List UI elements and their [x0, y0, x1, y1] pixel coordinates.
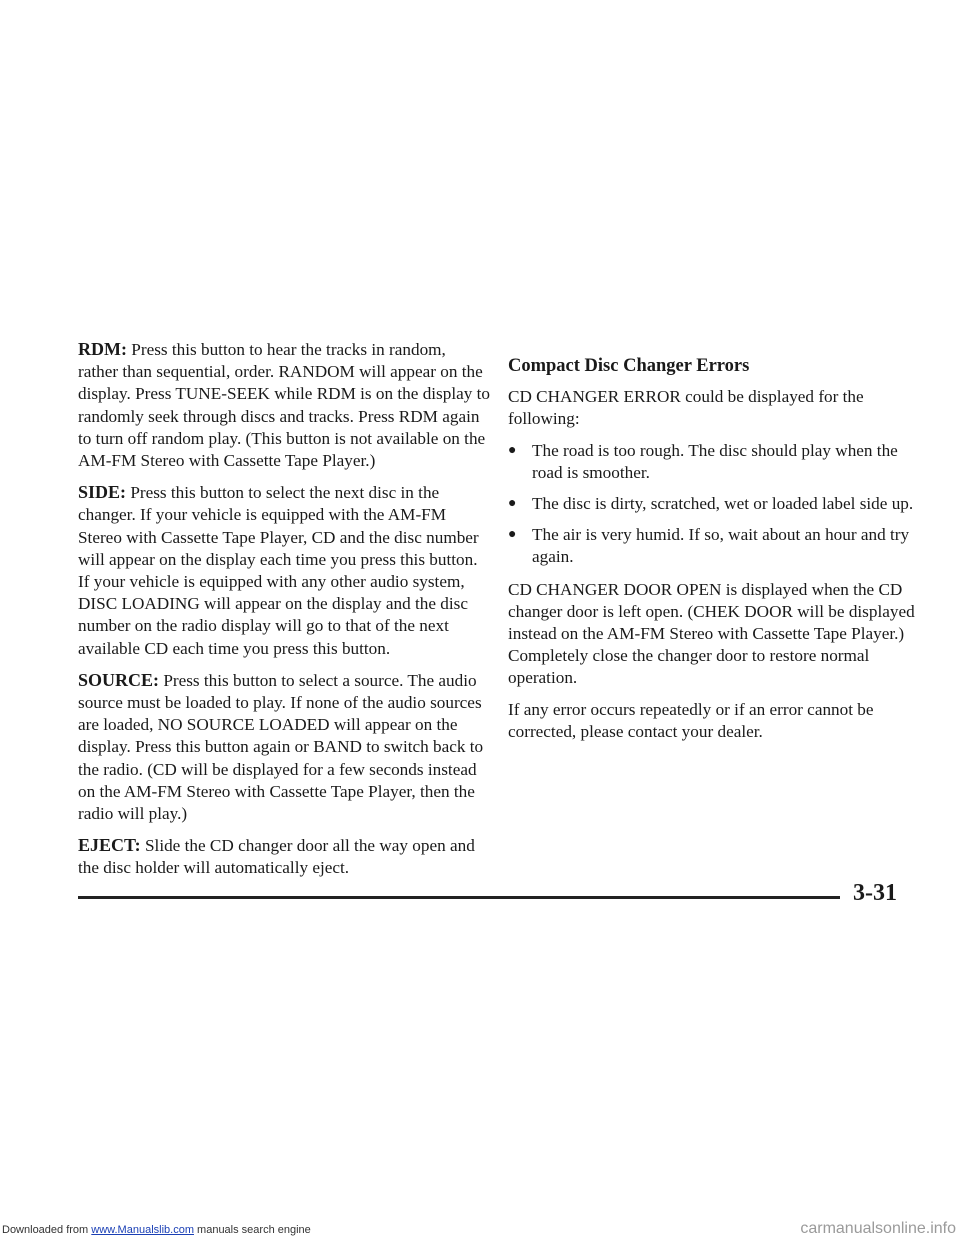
- footer-suffix: manuals search engine: [193, 1224, 311, 1236]
- list-item-text: The road is too rough. The disc should play when the road is smoother.: [532, 440, 898, 482]
- footer-rule: [78, 896, 840, 899]
- list-item: [508, 493, 918, 515]
- side-term: SIDE:: [78, 482, 127, 503]
- eject-term: EJECT:: [78, 835, 141, 856]
- section-heading: Compact Disc Changer Errors: [508, 356, 750, 376]
- bullet-icon: ●: [508, 442, 517, 458]
- error-intro: CD CHANGER ERROR could be displayed for the following:: [508, 387, 864, 429]
- watermark-text: carmanualsonline.info: [800, 1220, 956, 1237]
- manualslib-link[interactable]: www.Manualslib.com: [91, 1224, 194, 1236]
- list-item-text: The disc is dirty, scratched, wet or loaded label side up.: [532, 494, 914, 514]
- rdm-paragraph: [78, 338, 490, 472]
- contact-dealer-paragraph: If any error occurs repeatedly or if an error cannot be corrected, please contact your dealer.: [508, 699, 874, 741]
- list-item: [508, 440, 918, 484]
- download-footer: [2, 1224, 311, 1236]
- list-item-text: The air is very humid. If so, wait about an hour and try again.: [532, 525, 910, 567]
- rdm-text: Press this button to hear the tracks in random, rather than sequential, order. RANDOM will appear on the display. Press TUNE-SEEK while RDM is on the display to randomly seek through discs and tracks. Press RDM again to turn off random play. (This button is not available on the AM-FM Stereo with Cassette Tape Player.): [78, 340, 491, 471]
- door-open-paragraph: CD CHANGER DOOR OPEN is displayed when the CD changer door is left open. (CHEK DOOR will be displayed instead on the AM-FM Stereo with Cassette Tape Player.) Completely close the changer door to restore normal operation.: [508, 579, 915, 688]
- source-text: Press this button to select a source. The audio source must be loaded to play. If none of the audio sources are loaded, NO SOURCE LOADED will appear on the display. Press this button again or BAND to switch back to the radio. (CD will be displayed for a few seconds instead on the AM-FM Stereo with Cassette Tape Player, then the radio will play.): [78, 670, 484, 824]
- left-column: [78, 338, 490, 889]
- error-list: [508, 440, 918, 569]
- right-column: [508, 355, 918, 752]
- bullet-icon: ●: [508, 496, 517, 512]
- page-number: 3-31: [853, 880, 897, 906]
- side-paragraph: [78, 481, 490, 660]
- eject-text: Slide the CD changer door all the way open and the disc holder will automatically eject.: [78, 836, 475, 878]
- eject-paragraph: [78, 834, 490, 879]
- rdm-term: RDM:: [78, 339, 127, 359]
- side-text: Press this button to select the next disc in the changer. If your vehicle is equipped with the AM-FM Stereo with Cassette Tape Player, CD and the disc number will appear on the display each time you press this button. If your vehicle is equipped with any other audio system, DISC LOADING will appear on the display and the disc number on the radio display will go to that of the next available CD each time you press this button.: [78, 483, 479, 658]
- list-item: [508, 524, 918, 568]
- footer-prefix: Downloaded from: [2, 1224, 92, 1236]
- source-paragraph: [78, 669, 490, 825]
- bullet-icon: ●: [508, 527, 517, 543]
- source-term: SOURCE:: [78, 669, 160, 690]
